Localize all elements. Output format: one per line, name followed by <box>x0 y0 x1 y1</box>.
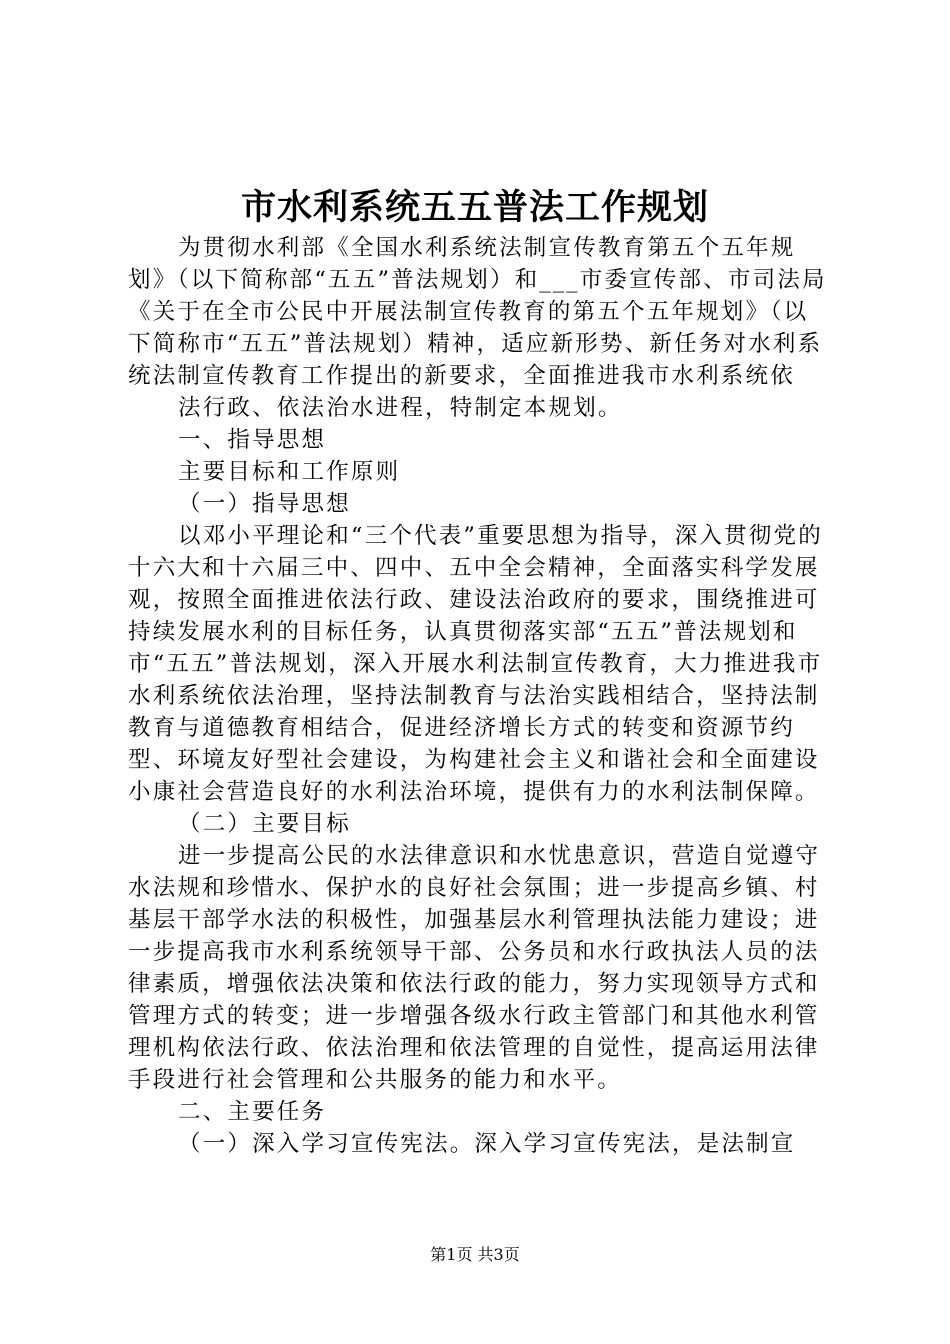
document-title: 市水利系统五五普法工作规划 <box>240 187 709 228</box>
paragraph-main-goals: 进一步提高公民的水法律意识和水忧患意识，营造自觉遵守水法规和珍惜水、保护水的良好社会氛围；进一步提高乡镇、村基层干部学水法的积极性，加强基层水利管理执法能力建设；进一步提高我市水利系统领导干部、公务员和水行政执法人员的法律素质，增强依法决策和依法行政的能力，努力实现领导方式和管理方式的转变；进一步增强各级水行政主管部门和其他水利管理机构依法行政、依法治理和依法管理的自觉性，提高运用法律手段进行社会管理和公共服务的能力和水平。 <box>128 843 821 1093</box>
heading-main-tasks: 二、主要任务 <box>178 1099 327 1125</box>
paragraph-intro-end: 法行政、依法治水进程，特制定本规划。 <box>178 395 623 421</box>
heading-guiding-thought: 一、指导思想 <box>178 427 327 453</box>
document-body <box>128 232 828 1160</box>
heading-goals-principles: 主要目标和工作原则 <box>178 459 401 485</box>
paragraph-guiding-thought: 以邓小平理论和“三个代表”重要思想为指导，深入贯彻党的十六大和十六届三中、四中、五中全会精神，全面落实科学发展观，按照全面推进依法行政、建设法治政府的要求，围绕推进可持续发展水利的目标任务，认真贯彻落实部“五五”普法规划和市“五五”普法规划，深入开展水利法制宣传教育，大力推进我市水利系统依法治理，坚持法制教育与法治实践相结合，坚持法制教育与道德教育相结合，促进经济增长方式的转变和资源节约型、环境友好型社会建设，为构建社会主义和谐社会和全面建设小康社会营造良好的水利法治环境，提供有力的水利法制保障。 <box>128 523 823 805</box>
paragraph-constitution: （一）深入学习宣传宪法。深入学习宣传宪法，是法制宣 <box>178 1131 796 1157</box>
subheading-main-goals: （二）主要目标 <box>178 811 351 837</box>
paragraph-intro: 为贯彻水利部《全国水利系统法制宣传教育第五个五年规划》（以下简称部“五五”普法规划）和___市委宣传部、市司法局《关于在全市公民中开展法制宣传教育的第五个五年规划》（以下简称市“五五”普法规划）精神，适应新形势、新任务对水利系统法制宣传教育工作提出的新要求，全面推进我市水利系统依 <box>128 235 827 389</box>
subheading-guiding-thought: （一）指导思想 <box>178 491 351 517</box>
page-number-footer: 第1页 共3页 <box>430 1245 520 1264</box>
